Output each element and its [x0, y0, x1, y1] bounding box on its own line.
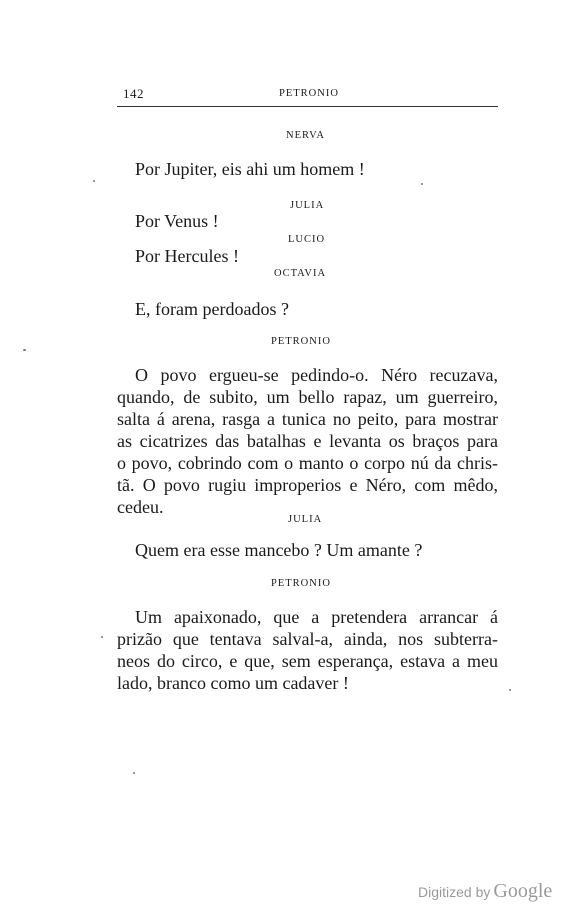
- page-number: 142: [123, 86, 144, 101]
- dialogue-paragraph: [117, 364, 498, 518]
- speaker-name: PETRONIO: [271, 578, 331, 589]
- digitization-watermark: [418, 880, 552, 903]
- scan-speck: [23, 349, 26, 351]
- paragraph-line: cedeu.: [117, 497, 164, 517]
- scan-speck: [101, 636, 103, 638]
- paragraph-line: tã. O povo rugiu improperios e Néro, com mêdo,: [117, 475, 498, 495]
- dialogue-line: Por Jupiter, eis ahi um homem !: [135, 159, 365, 179]
- running-title: PETRONIO: [279, 88, 339, 99]
- paragraph-line: Um apaixonado, que a pretendera arrancar á: [135, 607, 498, 627]
- speaker-name: PETRONIO: [271, 336, 331, 347]
- paragraph-line: quando, de subito, um bello rapaz, um guerreiro,: [117, 387, 498, 407]
- page-header: [117, 84, 498, 107]
- watermark-brand: Google: [493, 880, 553, 902]
- dialogue-line: E, foram perdoados ?: [135, 299, 289, 319]
- paragraph-line: lado, branco como um cadaver !: [117, 673, 349, 693]
- speaker-name: OCTAVIA: [274, 268, 327, 279]
- speaker-name: JULIA: [290, 200, 325, 211]
- paragraph-line: as cicatrizes das batalhas e levanta os braços para: [117, 431, 498, 451]
- dialogue-paragraph: [117, 606, 498, 694]
- scan-speck: [133, 772, 135, 774]
- dialogue-line: Quem era esse mancebo ? Um amante ?: [135, 540, 423, 560]
- scan-speck: [93, 180, 95, 182]
- speaker-name: JULIA: [288, 514, 323, 525]
- speaker-name: NERVA: [286, 130, 325, 141]
- scan-speck: [509, 689, 511, 691]
- paragraph-line: o povo, cobrindo com o manto o corpo nú da chris-: [117, 453, 498, 473]
- paragraph-line: salta á arena, rasga a tunica no peito, para mostrar: [117, 409, 498, 429]
- dialogue-line: Por Venus !: [135, 211, 219, 231]
- speaker-name: LUCIO: [288, 234, 326, 245]
- dialogue-line: Por Hercules !: [135, 246, 239, 266]
- paragraph-line: neos do circo, e que, sem esperança, estava a meu: [117, 651, 498, 671]
- watermark-prefix: Digitized by: [418, 884, 491, 900]
- paragraph-line: O povo ergueu-se pedindo-o. Néro recuzava,: [135, 365, 498, 385]
- paragraph-line: prizão que tentava salval-a, ainda, nos subterra-: [117, 629, 498, 649]
- scan-speck: [421, 183, 423, 185]
